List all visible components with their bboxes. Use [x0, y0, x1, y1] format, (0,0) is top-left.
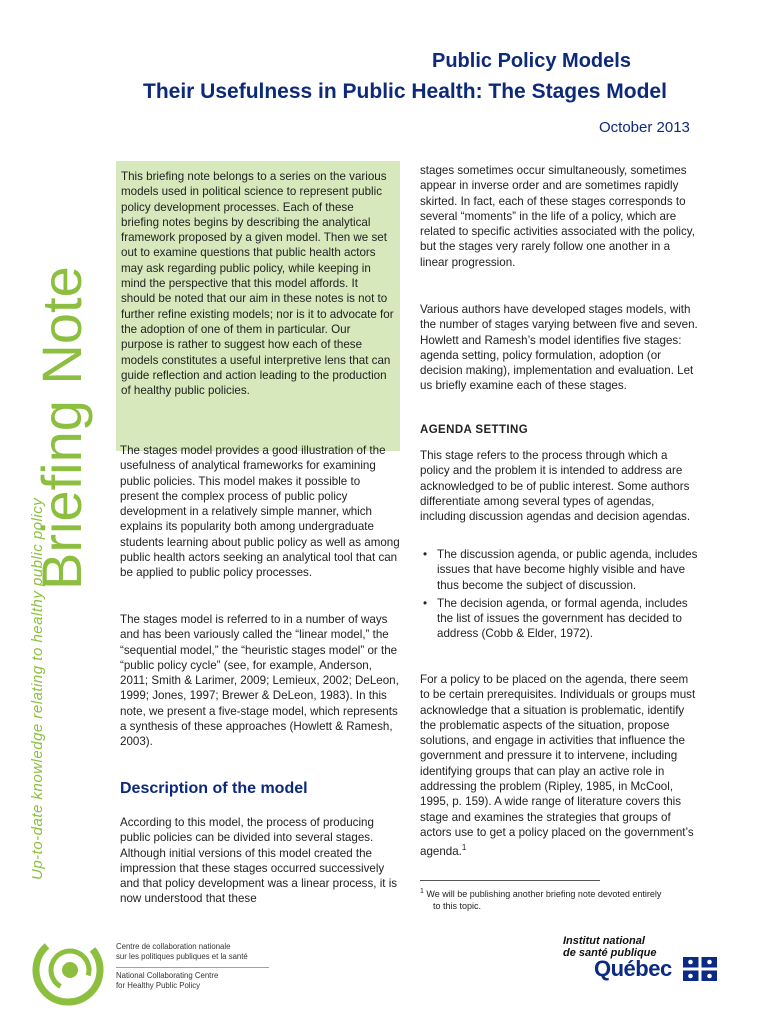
left-paragraph-3 [120, 815, 400, 907]
right-paragraph-2 [420, 302, 698, 394]
left-paragraph-1 [120, 443, 400, 581]
footnote-text-1: We will be publishing another briefing note devoted entirely [426, 889, 662, 899]
ccnpps-name-en [116, 971, 218, 990]
ccnpps-logo-icon [32, 930, 104, 1008]
quebec-wordmark: Québec [594, 956, 672, 981]
footnote-reference[interactable]: 1 [461, 843, 467, 853]
list-item [420, 547, 698, 593]
ccnpps-fr-line-1: Centre de collaboration nationale [116, 942, 231, 951]
ccnpps-en-line-1: National Collaborating Centre [116, 971, 219, 980]
left-p2: The stages model is referred to in a number of ways and has been variously called the “linear model,” the “sequential model,” the “heuristic stages model” or the “public policy cycle” (see, for example, Anderson, 2011; Smith & Larimer, 2009; Lemieux, 2002; DeLeon, 1999; Jones, 1997; Brewer & DeLeon, 1983). In this note, we present a five-stage model, which represents a synthesis of these approaches (Howlett & Ramesh, 2003). [120, 613, 399, 749]
ccnpps-name-fr [116, 942, 248, 961]
left-p3: According to this model, the process of producing public policies can be divided into several stages. Although initial versions of this model created the impression that these stages occurred successively and that policy development was a linear process, it is now understood that these [120, 816, 398, 906]
agenda-setting-heading: AGENDA SETTING [420, 424, 529, 436]
intro-text: This briefing note belongs to a series on the various models used in political science to represent public policy development processes. Each of these briefing notes begins by describing the analytical framework proposed by a given model. Then we set out to examine questions that public health actors may ask regarding public policy, while keeping in mind the perspective that this model affords. It should be noted that our aim in these notes is not to further refine existing models; nor is it to advocate for the adoption of one of them in particular. Our purpose is rather to suggest how each of these models constitutes a useful interpretive lens that can guide reflection and action leading to the production of healthy public policies. [121, 170, 394, 398]
quebec-flag-icon [683, 957, 717, 981]
bullet-icon: • [423, 596, 428, 610]
right-p4-wrap [420, 672, 698, 859]
right-p4: For a policy to be placed on the agenda, there seem to be certain prerequisites. Individuals or groups must acknowledge that a situation is problematic, identify the problematic aspects of the situation, propose solutions, and engage in activities that influence the government and pressure it to intervene, including identifying groups that can play an active role in addressing the problem (Ripley, 1985, in McCool, 1995, p. 159). A wide range of literature covers this stage and examines the strategies that groups of actors use to get a policy placed on the government’s agenda. [420, 673, 696, 859]
bullet-text: The decision agenda, or formal agenda, includes the list of issues the government has decided to address (Cobb & Elder, 1972). [437, 596, 688, 641]
agenda-types-list [420, 547, 698, 645]
right-paragraph-1 [420, 163, 698, 270]
bullet-text: The discussion agenda, or public agenda, includes issues that have become highly visible and have thus become the subject of discussion. [437, 548, 698, 592]
inspq-line-1: Institut national [563, 935, 645, 947]
footnote-text-2: to this topic. [433, 901, 482, 911]
intro-box [116, 161, 400, 451]
right-paragraph-4 [420, 672, 698, 859]
briefing-note-brand: Briefing Note [30, 266, 93, 590]
ccnpps-en-line-2: for Healthy Public Policy [116, 980, 201, 990]
right-p3: This stage refers to the process through which a policy and the problem it is intended to address are acknowledged to be of public interest. Some authors differentiate among several types of agendas, including discussion agendas and decision agendas. [420, 449, 691, 524]
ccnpps-fr-line-2: sur les politiques publiques et la santé [116, 951, 248, 961]
bullet-icon: • [423, 548, 428, 561]
right-p2: Various authors have developed stages models, with the number of stages varying between five and seven. Howlett and Ramesh’s model identifies five stages: agenda setting, policy formulation, adoption (or decision making), implementation and evaluation. Let us briefly examine each of these stages. [420, 303, 698, 393]
inspq-line-2: de santé publique [563, 947, 657, 959]
left-paragraph-2 [120, 612, 400, 750]
ccnpps-divider [116, 967, 269, 968]
footnote-number: 1 [420, 888, 424, 895]
side-tagline: Up-to-date knowledge relating to healthy public policy [29, 497, 46, 880]
list-item [420, 596, 698, 642]
title-line-2: Their Usefulness in Public Health: The Stages Model [143, 80, 667, 103]
right-paragraph-3 [420, 448, 698, 524]
right-p1: stages sometimes occur simultaneously, sometimes appear in inverse order and are sometimes rapidly skirted. In fact, each of these stages corresponds to several “moments” in the life of a policy, which are related to specific activities associated with the policy, but the stages very rarely follow one another in a linear progression. [420, 164, 695, 269]
section-heading: Description of the model [120, 780, 308, 797]
publication-date: October 2013 [599, 119, 690, 136]
footnote-divider [420, 880, 600, 881]
left-p1: The stages model provides a good illustration of the usefulness of analytical frameworks for examining public policies. This model makes it possible to present the complex process of public policy development in a relatively simple manner, which explains its popularity both among undergraduate students learning about public policy as well as among public health actors seeking an analytical tool that can be applied to public policy processes. [120, 444, 400, 580]
footnote [420, 886, 700, 912]
title-line-1: Public Policy Models [432, 50, 631, 72]
